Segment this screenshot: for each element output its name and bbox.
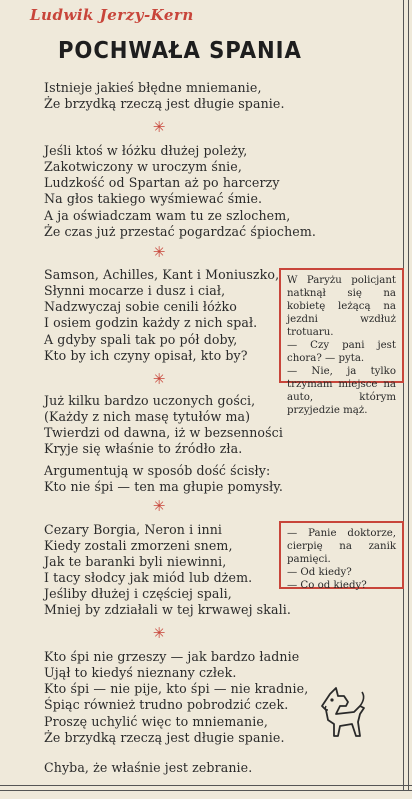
stanza-4: Samson, Achilles, Kant i Moniuszko, Słynni mocarze i dusz i ciał, Nadzwyczaj sobie cenili łóżko I osiem godzin każdy z nich spał.	[44, 267, 280, 330]
dog-icon	[312, 684, 372, 744]
anecdote-2-line-3: — Co od kiedy?	[287, 580, 367, 591]
separator-star-3: ✳	[152, 370, 166, 388]
separator-star-4: ✳	[152, 497, 166, 515]
separator-star-5: ✳	[152, 624, 166, 642]
stanza-10: Kto śpi nie grzeszy — jak bardzo ładnie Ujął to kiedyś nieznany człek. Kto śpi — nie pije, kto śpi — nie kradnie, Śpiąc również trudno pobrodzić czek.	[44, 649, 309, 712]
stanza-12: Chyba, że właśnie jest zebranie.	[44, 760, 253, 775]
stanza-1: Istnieje jakieś błędne mniemanie, Że brzydką rzeczą jest długie spanie.	[44, 80, 285, 111]
poem-title: POCHWAŁA SPANIA	[58, 38, 302, 64]
author-name: Ludwik Jerzy-Kern	[30, 6, 194, 24]
anecdote-2-line-2: — Od kiedy?	[287, 567, 352, 578]
stanza-6: Już kilku bardzo uczonych gości, (Każdy z nich masę tytułów ma) Twierdzi od dawna, iż w bezsenności Kryje się właśnie to źródło zła.	[44, 393, 283, 456]
anecdote-box-2	[279, 521, 404, 589]
separator-star-2: ✳	[152, 243, 166, 261]
stanza-2: Jeśli ktoś w łóżku dłużej poleży, Zakotwiczony w uroczym śnie, Ludzkość od Spartan aż po harcerzy Na głos takiego wyśmiewać śmie.	[44, 143, 280, 206]
stanza-5: A gdyby spali tak po pół doby, Kto by ich czyny opisał, kto by?	[44, 332, 248, 363]
stanza-8: Cezary Borgia, Neron i inni Kiedy zostali zmorzeni snem, Jak te baranki byli niewinni, I tacy słodcy jak miód lub dżem.	[44, 522, 253, 585]
anecdote-1-line-3: — Nie, ja tylko trzymam miejsce na auto, którym przyjedzie mąż.	[287, 366, 396, 416]
stanza-7: Argumentują w sposób dość ścisły: Kto nie śpi — ten ma głupie pomysły.	[44, 463, 283, 494]
anecdote-2-line-1: — Panie doktorze, cierpię na zanik pamięci.	[287, 528, 396, 565]
page-frame-right	[403, 0, 409, 790]
anecdote-1-line-1: W Paryżu policjant natknął się na kobietę leżącą na jezdni wzdłuż trotuaru.	[287, 275, 396, 338]
page-frame-bottom	[0, 785, 412, 791]
anecdote-box-1	[279, 268, 404, 416]
anecdote-1-line-2: — Czy pani jest chora? — pyta.	[287, 340, 396, 364]
separator-star-1: ✳	[152, 118, 166, 136]
stanza-9: Jeśliby dłużej i częściej spali, Mniej by zdziałali w tej krwawej skali.	[44, 586, 291, 617]
stanza-3: A ja oświadczam wam tu ze szlochem, Że czas już przestać pogardzać śpiochem.	[44, 208, 316, 239]
stanza-11: Proszę uchylić więc to mniemanie, Że brzydką rzeczą jest długie spanie.	[44, 714, 285, 745]
